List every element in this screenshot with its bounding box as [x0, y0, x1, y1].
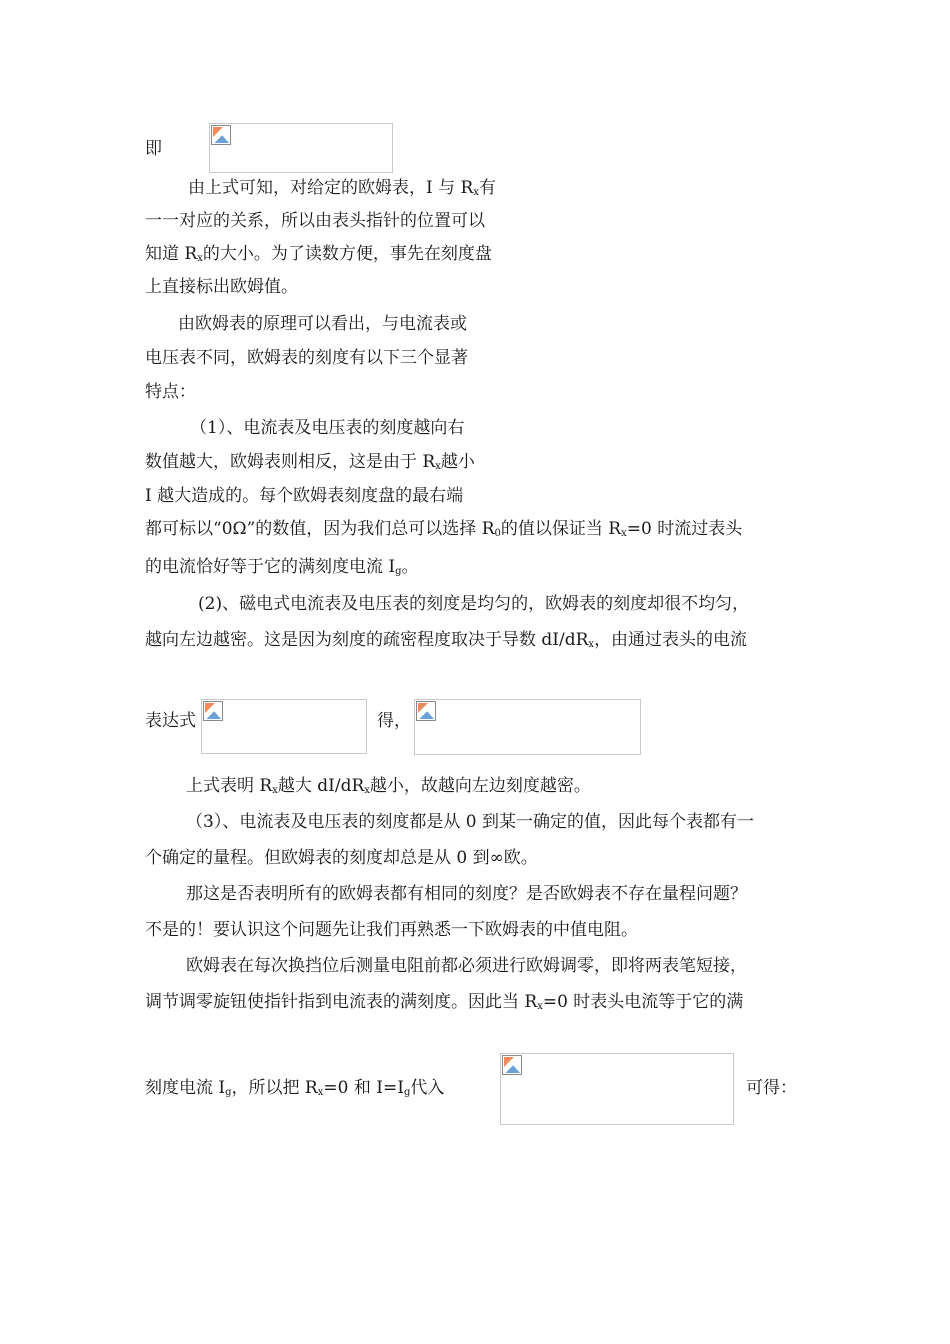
paragraph-line: （1）、电流表及电压表的刻度越向右: [190, 418, 465, 438]
paragraph-line: 得，: [377, 711, 411, 731]
paragraph-line: 调节调零旋钮使指针指到电流表的满刻度。因此当 $R_x=0$ 时表头电流等于它的满: [145, 992, 744, 1012]
broken-image-icon: [502, 1055, 522, 1075]
paragraph-line: (2)、磁电式电流表及电压表的刻度是均匀的，欧姆表的刻度却很不均匀，: [198, 594, 750, 614]
paragraph-line: 上直接标出欧姆值。: [145, 277, 298, 297]
paragraph-line: 电压表不同，欧姆表的刻度有以下三个显著: [145, 348, 468, 368]
paragraph-line: 越向左边越密。这是因为刻度的疏密程度取决于导数 $dI/dR_x$，由通过表头的电流: [145, 630, 748, 650]
paragraph-line: 可得：: [746, 1078, 797, 1098]
paragraph-line: 由欧姆表的原理可以看出，与电流表或: [178, 314, 467, 334]
text-ji: 即: [145, 139, 162, 159]
paragraph-line: 个确定的量程。但欧姆表的刻度却总是从 0 到∞欧。: [145, 848, 538, 868]
paragraph-line: 不是的！要认识这个问题先让我们再熟悉一下欧姆表的中值电阻。: [145, 920, 638, 940]
broken-image-icon: [416, 701, 436, 721]
paragraph-line: 的电流恰好等于它的满刻度电流 $I_g$。: [145, 557, 419, 577]
paragraph-line: 特点：: [145, 382, 196, 402]
paragraph-line: （3）、电流表及电压表的刻度都是从 0 到某一确定的值，因此每个表都有一: [186, 812, 754, 832]
paragraph-line: 都可标以“0Ω”的数值，因为我们总可以选择 $R_0$的值以保证当 $R_x=0$ 时流过表头: [145, 519, 743, 539]
paragraph-line: 刻度电流 $I_g$，所以把 $R_x=0$ 和 $I=I_g$代入: [145, 1078, 445, 1098]
broken-image-icon: [203, 701, 223, 721]
broken-image-icon: [211, 125, 231, 145]
paragraph-line: 那这是否表明所有的欧姆表都有相同的刻度？是否欧姆表不存在量程问题？: [186, 884, 747, 904]
formula-image: [414, 699, 641, 755]
paragraph-line: 表达式: [145, 711, 196, 731]
paragraph-line: 由上式可知，对给定的欧姆表，I 与 $R_x$有: [188, 178, 496, 198]
paragraph-line: 上式表明 $R_x$越大 $dI/dR_x$越小，故越向左边刻度越密。: [186, 776, 591, 796]
formula-image: [201, 699, 367, 754]
formula-image: [209, 123, 393, 173]
paragraph-line: 一一对应的关系，所以由表头指针的位置可以: [145, 211, 485, 231]
paragraph-line: 欧姆表在每次换挡位后测量电阻前都必须进行欧姆调零，即将两表笔短接，: [186, 956, 747, 976]
paragraph-line: I 越大造成的。每个欧姆表刻度盘的最右端: [145, 486, 464, 506]
paragraph-line: 数值越大，欧姆表则相反，这是由于 $R_x$越小: [145, 452, 475, 472]
formula-image: [500, 1053, 734, 1125]
paragraph-line: 知道 $R_x$的大小。为了读数方便，事先在刻度盘: [145, 244, 492, 264]
